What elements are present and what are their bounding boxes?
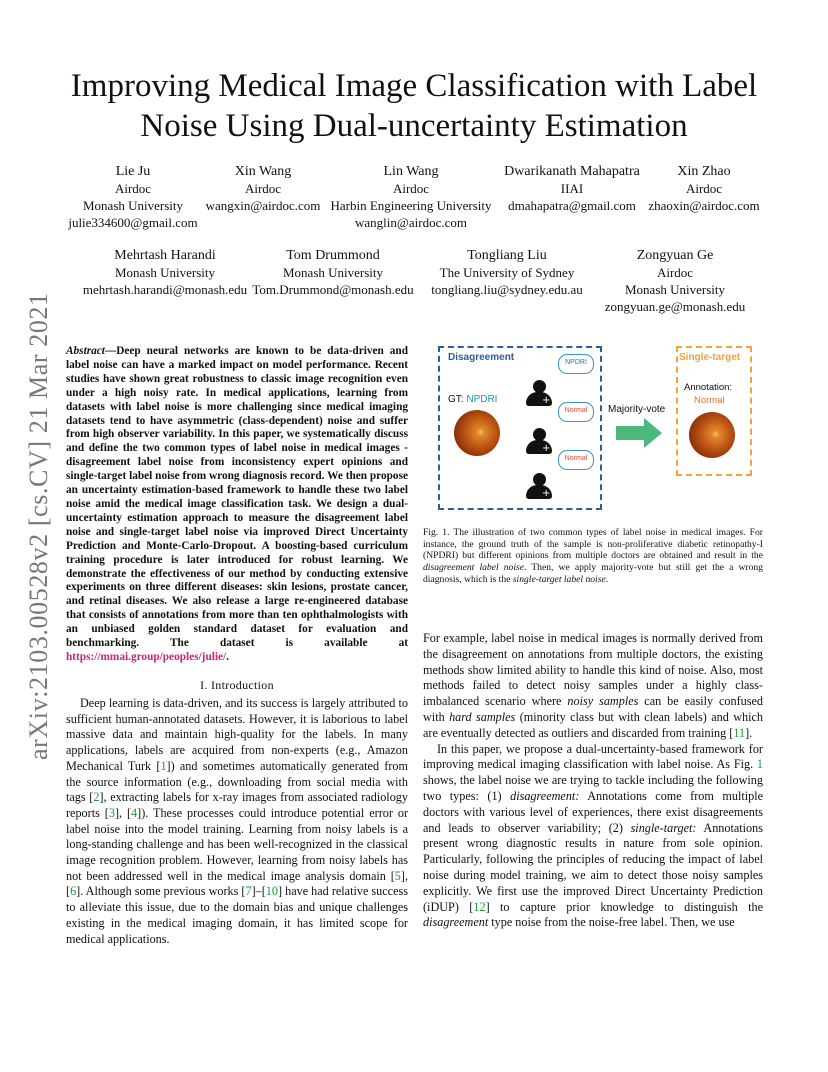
annotation-label: Annotation: xyxy=(684,382,733,393)
text-run: ], [ xyxy=(114,805,132,820)
text-run: disagreement: xyxy=(510,788,580,803)
fundus-image-right xyxy=(689,412,735,458)
text-run: Fig. 1. The illustration of two common types of label noise in medical images. For instance, the ground truth of the sample is non-proliferative diabetic retinopathy-I (NPDRI) but different opinions from multiple doctors are obtained and result in the xyxy=(423,527,763,562)
citation[interactable]: 11 xyxy=(733,725,746,740)
author-name: Xin Zhao xyxy=(677,164,731,179)
author-affiliation: Monash University xyxy=(114,265,216,280)
citation[interactable]: 2 xyxy=(93,790,100,805)
author-email: mehrtash.harandi@monash.edu xyxy=(82,282,248,297)
introduction-paragraph xyxy=(66,696,408,947)
text-run: single-target: xyxy=(630,820,697,835)
text-run: hard samples xyxy=(449,709,516,724)
author-name: Lie Ju xyxy=(115,164,151,179)
author-name: Xin Wang xyxy=(234,164,292,179)
author-email: wangxin@airdoc.com xyxy=(205,198,321,213)
text-run: can be easily confused with xyxy=(423,694,764,724)
opinion-bubble: Normal xyxy=(558,450,594,470)
author-email: zhaoxin@airdoc.com xyxy=(648,198,760,213)
author-block xyxy=(554,163,828,214)
doctor-icon: + xyxy=(524,380,554,406)
text-run: ]). These processes could introduce potential error or label noise into the model training. Learning from noisy labels is a long-standing challenge and has been well-recognized in the classical image recognition problem. However, learning from noisy labels has not been addressed well in the medical image analysis domain [ xyxy=(66,805,409,883)
text-run: shows, the label noise we are trying to tackle including the following two types: (1) xyxy=(423,773,763,803)
text-run: ]. Although some previous works [ xyxy=(76,884,246,899)
author-affiliation: Monash University xyxy=(624,282,726,297)
text-run: disagreement xyxy=(423,915,489,930)
author-name: Tom Drummond xyxy=(286,248,380,263)
abstract-body: —Deep neural networks are known to be data-driven and label noise can have a marked impact on model performance. Recent studies have shown great robustness to classic image recognition even under a high noisy rate. In medical applications, learning from datasets with label noise is more challenging since medical imaging datasets tend to have asymmetric (class-dependent) noise and suffer from high observer variability. In this paper, we systematically discuss and define the two common types of label noise in medical images - disagreement label noise from inconsistency expert opinions and single-target label noise from wrong diagnosis record. We then propose an uncertainty estimation-based framework to handle these two label noise amid the medical image classification task. We design a dual-uncertainty estimation approach to measure the disagreement label noise and single-target label noise via improved Direct Uncertainty Prediction and Monte-Carlo-Dropout. A boosting-based curriculum training procedure is later introduced for robust learning. We demonstrate the effectiveness of our method by conducting extensive experiments on three different diseases: skin lesions, prostate cancer, and retinal diseases. We also release a large re-engineered database that consists of annotations from more than ten ophthalmologists with an unbiased golden standard dataset for evaluation and benchmarking. The dataset is available at xyxy=(66,345,408,650)
text-run: noisy samples xyxy=(567,694,639,709)
author-affiliation: Harbin Engineering University xyxy=(330,198,492,213)
arrow-right-icon xyxy=(616,418,664,448)
text-run: ], [ xyxy=(66,868,408,899)
text-run: Annotations present wrong diagnostic results in nature from sole opinion. Particularly, following the principles of reducing the impact of label noise during model training, we aim to detect those noisy samples explicitly. We first use the improved Direct Uncertainty Prediction (iDUP) [ xyxy=(423,820,763,914)
author-email: tongliang.liu@sydney.edu.au xyxy=(431,282,583,297)
right-column-body xyxy=(423,631,763,931)
gt-label xyxy=(448,394,497,405)
text-run: (minority class but with clean labels) and which are eventually detected as outliers and discarded from training [ xyxy=(423,709,764,740)
citation[interactable]: 7 xyxy=(245,884,252,899)
author-affiliation: Airdoc xyxy=(114,181,152,196)
citation[interactable]: 3 xyxy=(108,805,115,820)
text-run: Deep learning is data-driven, and its success is largely attributed to sufficient human-annotated datasets. However, it is laborious to label massive data and maintain high-quality for the labels. In many applications, labels are acquired from non-experts (e.g., Amazon Mechanical Turk [ xyxy=(66,696,408,773)
author-name: Mehrtash Harandi xyxy=(114,248,216,263)
citation[interactable]: 5 xyxy=(394,868,401,883)
author-affiliation: Airdoc xyxy=(656,265,694,280)
author-email: zongyuan.ge@monash.edu xyxy=(604,299,746,314)
abstract xyxy=(66,345,408,665)
text-run: . Then, we apply majority-vote but still get the a wrong diagnosis, which is the xyxy=(423,562,763,585)
author-name: Zongyuan Ge xyxy=(636,248,714,263)
citation[interactable]: 6 xyxy=(70,884,77,899)
author-name: Dwarikanath Mahapatra xyxy=(504,164,640,179)
abstract-lead: Abstract xyxy=(66,345,105,357)
text-run: ], extracting labels for x-ray images from associated radiology reports [ xyxy=(66,790,408,820)
text-run: In this paper, we propose a dual-uncertainty-based framework for improving medical imaging classification with label noise. As Fig. xyxy=(423,741,763,772)
text-run: ]) and sometimes automatically generated from the source information (e.g., downloading from social media with tags [ xyxy=(66,758,408,805)
disagreement-label: Disagreement xyxy=(448,352,515,363)
text-run: . xyxy=(605,573,609,585)
text-run: ] to capture prior knowledge to distinguish the xyxy=(485,899,763,914)
author-affiliation: Airdoc xyxy=(244,181,282,196)
gt-prefix: GT: xyxy=(448,394,467,405)
doctor-icon: + xyxy=(524,428,554,454)
author-email: Tom.Drummond@monash.edu xyxy=(252,282,414,297)
author-block xyxy=(525,247,825,315)
arxiv-id-text: arXiv:2103.00528v2 [cs.CV] 21 Mar 2021 xyxy=(24,292,53,760)
opinion-bubble: Normal xyxy=(558,402,594,422)
figure-1 xyxy=(438,342,774,510)
author-affiliation: Monash University xyxy=(282,265,384,280)
opinion-bubble: NPDRI xyxy=(558,354,594,374)
page-title: Improving Medical Image Classification with Label Noise Using Dual-uncertainty Estimation xyxy=(70,68,758,144)
text-run: single-target label noise xyxy=(512,573,606,585)
text-run: ] have had relative success to alleviate this issue, due to the domain bias and unique challenges existing in the medical imaging domain, it has limited scope for medical applications. xyxy=(66,884,408,946)
citation[interactable]: 1 xyxy=(756,757,763,772)
annotation-value: Normal xyxy=(694,395,725,406)
figure-caption xyxy=(423,527,763,586)
author-affiliation: Monash University xyxy=(82,198,184,213)
citation[interactable]: 12 xyxy=(473,899,486,914)
author-email: wanglin@airdoc.com xyxy=(355,215,467,230)
majority-vote-label: Majority-vote xyxy=(608,404,666,415)
author-email: dmahapatra@gmail.com xyxy=(508,198,636,213)
author-affiliation: Airdoc xyxy=(685,181,723,196)
text-run: ]. xyxy=(745,725,753,740)
author-affiliation: The University of Sydney xyxy=(439,265,575,280)
section-heading-introduction: I. Introduction xyxy=(200,678,274,692)
author-affiliation: IIAI xyxy=(560,181,584,196)
author-affiliation: Airdoc xyxy=(392,181,430,196)
dataset-link[interactable]: https://mmai.group/peoples/julie/ xyxy=(66,650,227,663)
text-run: type noise from the noise-free label. Then, we use xyxy=(488,915,735,930)
author-email: julie334600@gmail.com xyxy=(68,215,198,230)
body-paragraph xyxy=(423,631,763,742)
citation[interactable]: 10 xyxy=(265,884,278,899)
text-run: For example, label noise in medical images is normally derived from the disagreement on annotations from multiple doctors, the existing methods show limited ability to handle this kind of noise. Also, most methods failed to detect noisy samples under a highly class-imbalanced scenario where xyxy=(423,631,763,709)
body-paragraph xyxy=(423,742,763,932)
single-target-label: Single-target xyxy=(679,352,741,363)
text-run: disagreement label noise xyxy=(423,562,524,574)
text-run: ]–[ xyxy=(251,884,266,899)
citation[interactable]: 4 xyxy=(131,805,138,820)
doctor-icon: + xyxy=(524,473,554,499)
arxiv-identifier xyxy=(20,285,56,765)
text-run: Annotations come from multiple doctors with various level of experiences, there exist disagreements and leads to observer variability; (2) xyxy=(423,788,763,835)
abstract-end: . xyxy=(226,650,229,663)
gt-value: NPDRI xyxy=(466,394,498,405)
fundus-image-left xyxy=(454,410,500,456)
citation[interactable]: 1 xyxy=(160,758,167,773)
author-name: Lin Wang xyxy=(383,164,439,179)
author-name: Tongliang Liu xyxy=(467,248,547,263)
